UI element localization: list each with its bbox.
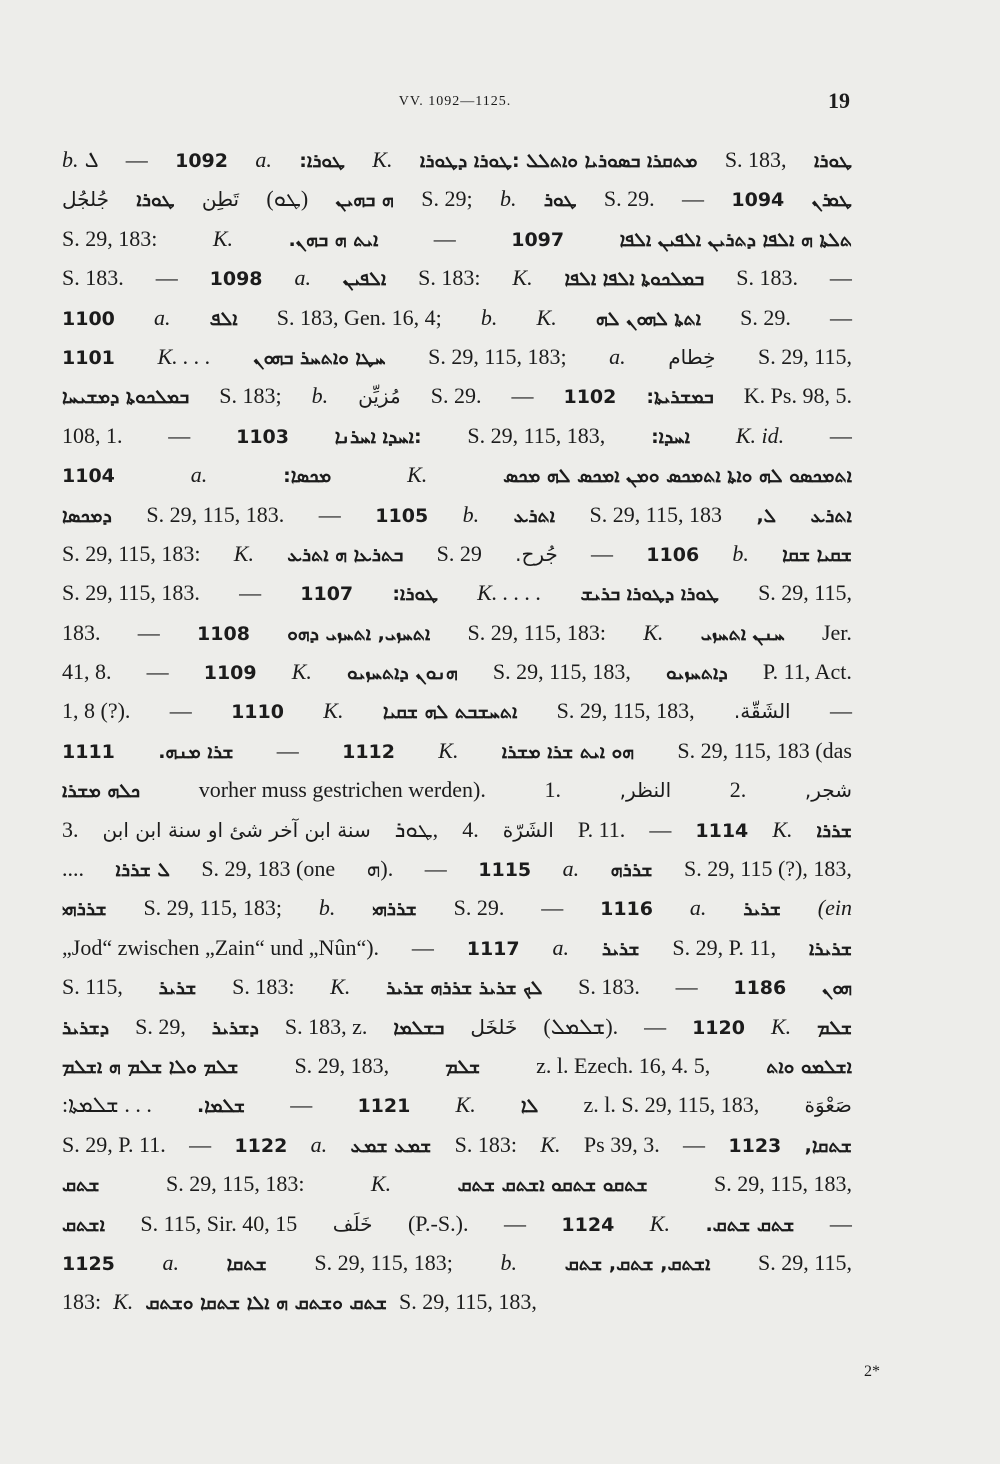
text-line: [62, 1204, 852, 1243]
arabic-word: صَعْوَة: [804, 1093, 852, 1118]
text-segment: P. 11, Act.: [762, 659, 852, 685]
text-segment: S. 29.: [430, 383, 482, 409]
text-segment: —: [511, 383, 534, 409]
text-segment: S. 29.: [740, 304, 791, 330]
running-title: VV. 1092—1125.: [398, 94, 512, 109]
syriac-word: ܛܘܪ: [543, 189, 577, 212]
text-segment: —: [591, 540, 614, 566]
text-line: [62, 258, 852, 297]
text-segment: S. 29, 115, 183:: [62, 540, 201, 566]
arabic-word: سنة ابن آخر شئ او سنة ابن ابن: [102, 817, 371, 842]
verse-number: 1125: [62, 1252, 115, 1275]
text-segment: K.: [407, 462, 428, 488]
syriac-word: ܫܠܡ: [445, 1055, 481, 1078]
text-segment: S. 183:: [418, 265, 481, 291]
arabic-word: الشَرّة: [502, 817, 554, 842]
syriac-word: ܫܩܝܐ ܫܩܐ: [782, 543, 852, 566]
syriac-word: ܬܠܬܐ ܗ ܐܠܦܐ ܕܬܪܝܢ ܐܠܦܝܢ ܐܠܦܐ: [619, 228, 852, 251]
text-segment: —: [424, 856, 447, 882]
syriac-word: ܫܠܡ: [817, 1016, 852, 1039]
verse-number: 1110: [231, 701, 284, 724]
syriac-word: ܛܘܪܐ: [136, 189, 175, 212]
syriac-word: ܚܛܐ ܘܐܬܚܪ ܒܗܘܢ: [253, 346, 386, 369]
text-segment: —: [829, 265, 852, 291]
text-line: [62, 534, 852, 573]
text-segment: a.: [190, 462, 208, 488]
syriac-word: ܐܬܬܐ ܠܗܘܢ ܠܗ: [595, 307, 701, 330]
text-segment: b.: [318, 895, 336, 921]
text-line: [62, 573, 852, 612]
text-line: [62, 1007, 852, 1046]
text-segment: S. 183:: [232, 974, 295, 1000]
text-segment: S. 29, 115,: [758, 1249, 852, 1275]
text-segment: S. 29, 115, 183;: [428, 343, 567, 369]
syriac-word: ܗܢܘܢ ܕܐܬܚܙܝܘ: [347, 662, 458, 685]
text-segment: a.: [562, 856, 580, 882]
text-segment: (P.-S.).: [407, 1210, 469, 1236]
text-line: [62, 731, 852, 770]
syriac-word: ܫܬܩ: [62, 1174, 100, 1197]
text-segment: S. 29, 115, 183;: [314, 1249, 453, 1275]
verse-number: 1112: [342, 740, 395, 763]
text-segment: S. 29, 115 (?), 183,: [684, 856, 852, 882]
text-segment: —: [829, 422, 852, 448]
text-segment: a.: [310, 1131, 328, 1157]
text-segment: S. 29, 115,: [758, 343, 852, 369]
syriac-word: ܫܪܝܪ: [743, 898, 781, 921]
text-segment: 1, 8 (?).: [62, 698, 131, 724]
text-line: [62, 495, 852, 534]
text-segment: S. 29, 183 (one: [201, 856, 336, 882]
text-segment: 4.: [462, 816, 479, 842]
arabic-word: مُزيِّن: [358, 384, 401, 409]
text-segment: b.: [480, 304, 498, 330]
text-segment: Ps 39, 3.: [583, 1131, 660, 1157]
syriac-word: ܐܫܠܡܘ ܘܐܬ: [766, 1055, 852, 1078]
text-line: [62, 613, 852, 652]
syriac-word: ܫܡܥ ܫܡܥ: [350, 1134, 432, 1157]
text-line: [62, 219, 852, 258]
text-segment: S. 115, Sir. 40, 15: [140, 1210, 298, 1236]
text-segment: 183:: [62, 1289, 102, 1315]
syriac-word: ܒܬܪܥܐ ܗ ܐܬܪܥ: [287, 543, 404, 566]
text-line: [62, 1125, 852, 1164]
verse-number: 1102: [563, 386, 617, 409]
syriac-word: ܐܠܦ: [209, 307, 238, 330]
syriac-word: ܫܬܩܐ,: [804, 1134, 852, 1157]
text-segment: S. 29, 115, 183.: [62, 580, 200, 606]
text-segment: 3.: [62, 816, 79, 842]
verse-number: 1115: [478, 859, 532, 882]
text-segment: S. 29, 115, 183:: [467, 619, 606, 645]
text-segment: K.: [770, 1013, 792, 1039]
syriac-word: ܗ ܒܗܝܢ: [335, 189, 394, 212]
text-segment: S. 29, 115, 183,: [492, 659, 631, 685]
text-segment: b.: [311, 383, 329, 409]
arabic-word: شجر,: [804, 778, 852, 803]
syriac-word: ܐܫܬܩ: [62, 1213, 105, 1236]
text-line: [62, 1282, 852, 1321]
text-segment: K.: [649, 1210, 670, 1236]
syriac-word: ܐܬܡܟܣܘ ܠܗ ܘܐܬܐ ܐܬܡܟܣ ܘܡܢ ܐܡܟܣ ܠܗ ܡܟܣ: [503, 465, 852, 488]
verse-number: 1104: [62, 465, 115, 488]
syriac-word: ܫܬܩܐ: [226, 1252, 267, 1275]
syriac-word: ܛܘܪܐ: [813, 150, 852, 172]
text-line: [62, 337, 852, 376]
syriac-word: ܐܬܚܫܒܬ ܠܗ ܫܩܝܐ: [382, 701, 518, 724]
verse-number: 1108: [197, 622, 250, 645]
verse-number: 1103: [236, 425, 289, 448]
syriac-word: ܐܝܬ ܗ ܒܗܢ.: [288, 228, 379, 251]
text-segment: z. l. S. 29, 115, 183,: [583, 1092, 760, 1118]
syriac-word: ܟܠܗ ܡܫܪܐ: [62, 780, 141, 803]
text-segment: b.: [732, 540, 749, 566]
text-segment: S. 29, P. 11,: [672, 934, 777, 960]
text-segment: 183.: [62, 619, 101, 645]
text-segment: —: [683, 1131, 706, 1157]
text-segment: K.: [455, 1092, 476, 1118]
text-segment: S. 29, 115, 183,: [714, 1171, 852, 1197]
text-segment: —: [125, 147, 148, 172]
text-segment: K. . . .: [157, 343, 211, 369]
syriac-word: ܠܐ: [520, 1095, 539, 1118]
text-segment: K.: [113, 1289, 134, 1315]
text-segment: K.: [233, 540, 254, 566]
text-segment: S. 183.: [736, 265, 798, 291]
syriac-word: ܫܪܪܗ: [610, 859, 653, 882]
text-segment: —: [411, 934, 434, 960]
verse-number: 1123: [728, 1134, 782, 1157]
syriac-word: ܫܪܪܗܝ: [372, 898, 417, 921]
text-segment: a.: [154, 304, 171, 330]
verse-number: 1114: [695, 819, 749, 842]
verse-number: 1097: [511, 228, 565, 251]
text-line: [62, 1243, 852, 1282]
syriac-word: ܫܪܝܪܐ: [808, 937, 852, 960]
verse-number: 1105: [375, 504, 429, 527]
text-segment: —: [682, 186, 705, 212]
text-segment: S. 29, 115, 183;: [143, 895, 282, 921]
text-line: [62, 179, 852, 218]
text-segment: (ein: [817, 895, 852, 921]
verse-number: 1092: [175, 150, 228, 172]
text-segment: —: [829, 698, 852, 724]
syriac-word: ܫܠܡ ܘܠܐ ܫܠܡ ܗ ܐܫܠܡ: [62, 1055, 239, 1078]
text-segment: —: [644, 1013, 667, 1039]
text-segment: K.: [323, 698, 344, 724]
text-segment: —: [829, 1210, 852, 1236]
text-segment: ....: [62, 856, 84, 882]
arabic-word: خَلَف: [332, 1211, 373, 1236]
syriac-word: ܫܬܩ ܫܬܩ.: [705, 1213, 795, 1236]
text-segment: K. Ps. 98, 5.: [743, 383, 852, 409]
text-segment: vorher muss gestrichen werden).: [198, 777, 486, 803]
syriac-word: ܛܘܪܐ ܕܛܘܪܐ ܒܪܝܫ: [580, 583, 719, 606]
text-segment: K.: [370, 1171, 392, 1197]
arabic-word: جُلجُل: [62, 187, 110, 212]
text-segment: P. 11.: [577, 816, 626, 842]
text-segment: —: [318, 501, 341, 527]
text-line: [62, 967, 852, 1006]
text-segment: a.: [162, 1249, 180, 1275]
text-segment: S. 183.: [578, 974, 640, 1000]
text-segment: S. 29, 115, 183,: [467, 422, 606, 448]
text-segment: 1.: [544, 777, 561, 803]
syriac-word: ܫܬܩܘ ܫܬܩܘ ܐܫܬܩ ܫܬܩ: [457, 1174, 648, 1197]
text-segment: —: [541, 895, 564, 921]
text-segment: S. 183;: [219, 383, 282, 409]
text-line: [62, 1164, 852, 1203]
arabic-word: النظر,: [619, 778, 672, 803]
syriac-word: ܛܘܪܢ: [811, 189, 852, 212]
text-segment: K.: [540, 1131, 561, 1157]
text-line: [62, 849, 852, 888]
arabic-word: جُرح.: [515, 541, 558, 566]
text-segment: —: [290, 1092, 313, 1118]
syriac-word: ܫܪܐ ܡܢܗ.: [158, 740, 234, 763]
text-segment: ܛܘܪ,: [394, 816, 439, 842]
text-segment: —: [169, 698, 192, 724]
verse-number: 1121: [357, 1095, 411, 1118]
text-segment: K.: [772, 816, 793, 842]
text-segment: —: [168, 422, 191, 448]
syriac-word: ܕܐܬܚܙܝܘ: [665, 662, 728, 685]
arabic-word: خِطام: [668, 344, 716, 369]
verse-number: 1106: [646, 543, 700, 566]
text-segment: b.: [499, 186, 517, 212]
text-segment: a.: [689, 895, 707, 921]
syriac-word: ܠܟ ܫܪܝܪ ܫܪܪܗ ܫܪܝܪ: [386, 977, 543, 1000]
text-segment: S. 29, 115, 183,: [556, 698, 695, 724]
text-segment: S. 29.: [603, 186, 655, 212]
text-line: [62, 770, 852, 809]
text-line: [62, 888, 852, 927]
text-segment: K.: [330, 974, 351, 1000]
text-segment: 41, 8.: [62, 659, 112, 685]
text-line: [62, 376, 852, 415]
text-segment: S. 29, 115, 183,: [398, 1289, 537, 1315]
text-segment: b. ܠ: [62, 147, 99, 172]
text-segment: —: [649, 816, 672, 842]
verse-number: 1111: [62, 740, 115, 763]
text-line: [62, 928, 852, 967]
text-segment: b.: [500, 1249, 518, 1275]
syriac-word: ܕܫܪܝܪ: [62, 1016, 110, 1039]
syriac-word: ܫܪܝܪ: [158, 977, 197, 1000]
text-segment: —: [829, 304, 852, 330]
syriac-word: ܠ ܫܪܪܐ: [115, 859, 170, 882]
text-line: [62, 810, 852, 849]
syriac-word: ܠ,: [756, 504, 777, 527]
syriac-word: ܫܠܡܐ.: [197, 1095, 246, 1118]
syriac-word: ܐܫܬܩ, ܫܬܩ, ܫܬܩ: [564, 1252, 711, 1275]
text-body: [62, 140, 852, 1322]
text-segment: —: [675, 974, 698, 1000]
verse-number: 1117: [466, 937, 520, 960]
syriac-word: ܐܬܪܥ: [810, 504, 852, 527]
syriac-word: :ܐܚܕܐ ܐܚܪܢܐ: [334, 425, 422, 448]
verse-number: 1122: [234, 1134, 288, 1157]
text-segment: —: [433, 225, 456, 251]
text-segment: b.: [462, 501, 480, 527]
text-segment: —: [503, 1210, 526, 1236]
verse-number: 1186: [733, 977, 787, 1000]
text-segment: z. l. Ezech. 16, 4. 5,: [536, 1052, 711, 1078]
text-segment: (ܫܠܡܠ).: [543, 1013, 619, 1039]
verse-number: 1094: [731, 189, 785, 212]
syriac-word: ܒܡܠܟܘܬܐ ܕܡܫܝܚܐ: [62, 386, 190, 409]
syriac-word: ܚܢܢ ܐܬܚܙܝ: [700, 622, 785, 645]
text-segment: 108, 1.: [62, 422, 123, 448]
text-segment: a.: [552, 934, 569, 960]
text-segment: S. 183,: [724, 147, 787, 172]
text-segment: —: [155, 265, 178, 291]
text-segment: K. id.: [735, 422, 785, 448]
syriac-word: ܛܘܪܐ:: [299, 150, 345, 172]
syriac-word: ܛܘܪܐ:: [392, 583, 438, 606]
text-segment: —: [189, 1131, 212, 1157]
signature-mark: 2*: [864, 1363, 880, 1380]
arabic-word: تَطِن: [201, 187, 240, 212]
syriac-word: ܒܡܫܪܝܬܐ:: [646, 386, 714, 409]
text-segment: S. 29,: [135, 1013, 186, 1039]
text-segment: a.: [294, 265, 311, 291]
text-segment: ܗ).: [366, 856, 394, 882]
text-line: [62, 652, 852, 691]
text-line: [62, 140, 852, 179]
verse-number: 1120: [692, 1016, 745, 1039]
text-segment: K.: [536, 304, 557, 330]
syriac-word: ܫܪܪܗܝ: [62, 898, 107, 921]
syriac-word: ܕܫܪܝܪ: [211, 1016, 259, 1039]
verse-number: 1100: [62, 307, 115, 330]
text-segment: S. 115,: [62, 974, 123, 1000]
text-segment: —: [276, 737, 299, 763]
text-segment: a.: [255, 147, 272, 172]
syriac-word: ܗܘ ܐܝܬ ܫܪܐ ܡܫܪܐ: [501, 740, 635, 763]
syriac-word: ܕܡܟܣܐ: [62, 504, 112, 527]
text-segment: S. 29, 115, 183:: [165, 1171, 305, 1197]
text-line: [62, 298, 852, 337]
text-segment: S. 183:: [454, 1131, 518, 1157]
text-segment: S. 29, 183:: [62, 225, 158, 251]
text-segment: S. 29, P. 11.: [62, 1131, 166, 1157]
text-segment: S. 183, Gen. 16, 4;: [276, 304, 442, 330]
verse-number: 1124: [561, 1213, 615, 1236]
syriac-word: ܫܪܝܪ: [601, 937, 640, 960]
arabic-word: خَلخَل: [470, 1014, 518, 1039]
syriac-word: ܒܡܠܟܘܬܐ ܐܠܦܐ ܐܠܦܐ: [564, 268, 705, 291]
text-segment: (ܛܘ): [266, 186, 309, 212]
text-segment: S. 29: [436, 540, 482, 566]
text-segment: —: [146, 659, 169, 685]
verse-number: 1116: [600, 898, 653, 921]
text-segment: K.: [212, 225, 233, 251]
syriac-word: ܫܪܪܐ: [816, 819, 852, 842]
text-segment: K.: [643, 619, 664, 645]
verse-number: 1098: [209, 268, 263, 291]
text-segment: K. . . . .: [477, 580, 542, 606]
syriac-word: ܒܫܠܡܐ: [393, 1016, 445, 1039]
text-segment: S. 183, z.: [284, 1013, 368, 1039]
text-segment: K.: [372, 147, 393, 172]
text-line: [62, 416, 852, 455]
syriac-word: ܐܚܕܐ:: [651, 425, 691, 448]
page-number: 19: [828, 88, 850, 113]
arabic-word: الشَقّة.: [733, 699, 791, 724]
text-segment: „Jod“ zwischen „Zain“ und „Nûn“).: [62, 934, 380, 960]
text-segment: a.: [609, 343, 626, 369]
syriac-word: ܡܬܩܪܐ ܒܣܘܪܝܐ ܘܐܬܠܠ :ܛܘܪܐ ܕܛܘܪܐ: [419, 150, 698, 172]
syriac-word: ܫܬܩ ܘܫܬܩ ܗ ܐܠܐ ܫܬܩܐ ܘܫܬܩ: [145, 1292, 387, 1315]
text-segment: —: [137, 619, 160, 645]
text-segment: S. 29.: [453, 895, 505, 921]
text-segment: S. 29, 183,: [294, 1052, 390, 1078]
text-line: [62, 455, 852, 494]
verse-number: 1107: [300, 583, 354, 606]
text-segment: K.: [291, 659, 312, 685]
text-segment: S. 29, 115, 183 (das: [677, 737, 852, 763]
syriac-word: ܡܟܣܐ:: [283, 465, 332, 488]
text-segment: :ܫܠܡܬܐ . . .: [62, 1092, 152, 1118]
text-segment: 2.: [729, 777, 747, 803]
text-segment: S. 29, 115, 183.: [146, 501, 285, 527]
text-line: [62, 1085, 852, 1124]
text-segment: S. 29;: [421, 186, 473, 212]
verse-number: 1109: [203, 662, 257, 685]
syriac-word: ܐܬܪܥ: [513, 504, 556, 527]
syriac-word: ܐܬܚܙܝ, ܐܬܚܙܝ ܕܗܘ: [287, 622, 431, 645]
text-segment: K.: [438, 737, 459, 763]
text-line: [62, 691, 852, 730]
text-segment: S. 29, 115, 183: [589, 501, 722, 527]
syriac-word: ܐܠܦܝܢ: [342, 268, 387, 291]
text-segment: K.: [512, 265, 533, 291]
text-segment: S. 29, 115,: [758, 580, 852, 606]
syriac-word: ܗܘܢ: [821, 977, 852, 1000]
text-line: [62, 1046, 852, 1085]
text-segment: —: [239, 580, 262, 606]
text-segment: S. 183.: [62, 265, 124, 291]
text-segment: Jer.: [821, 619, 852, 645]
verse-number: 1101: [62, 346, 115, 369]
